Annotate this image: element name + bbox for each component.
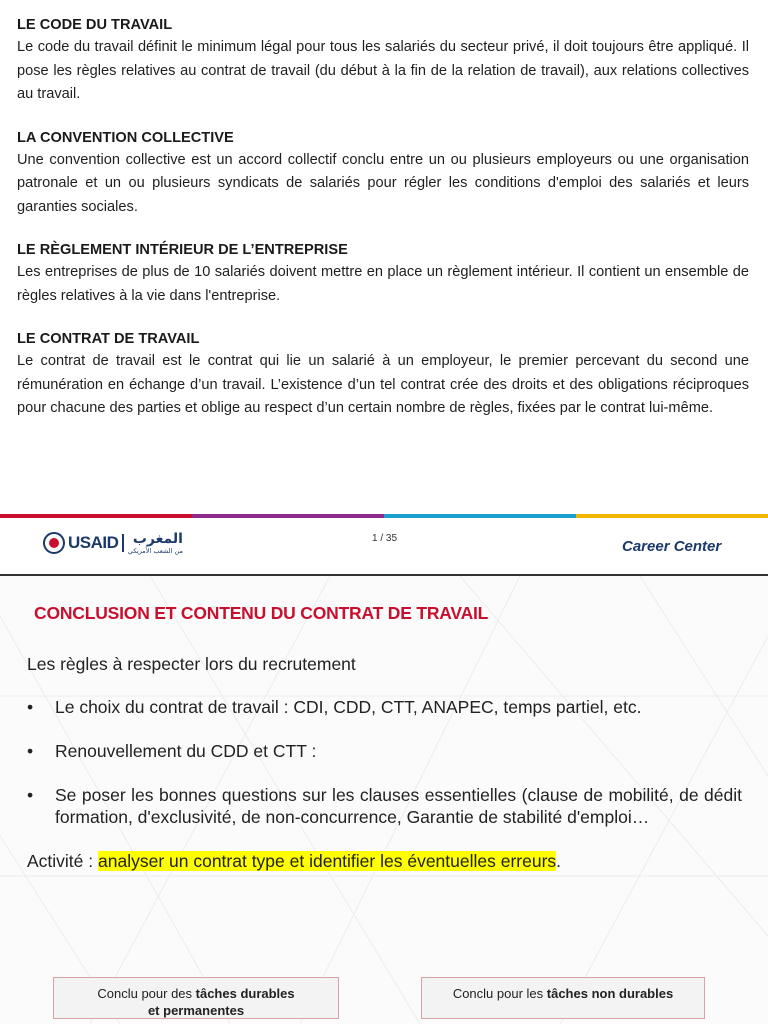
slide-2-title: CONCLUSION ET CONTENU DU CONTRAT DE TRAVAIL: [34, 603, 489, 623]
section-title: LA CONVENTION COLLECTIVE: [17, 129, 234, 146]
activity-highlight: analyser un contrat type et identifier les éventuelles erreurs: [98, 851, 557, 871]
usaid-seal-icon: [43, 532, 65, 554]
box-durable-tasks: [53, 977, 339, 1019]
section-text: Une convention collective est un accord collectif conclu entre un ou plusieurs employeurs ou une organisation patronale et un ou plusieurs syndicats de salariés pour régler les conditions d'emploi des salariés et leurs garanties sociales.: [17, 151, 749, 215]
intro-text: Les règles à respecter lors du recrutement: [27, 654, 356, 674]
bullet-item: • Se poser les bonnes questions sur les clauses essentielles (clause de mobilité, de dédit formation, d'exclusivité, de non-concurrence, Garantie de stabilité d'emploi…: [27, 784, 742, 828]
slide-2: [0, 576, 768, 1024]
usaid-wordmark: USAID: [68, 533, 119, 553]
section-text: Le contrat de travail est le contrat qui lie un salarié à un employeur, le premier percevant du second une rémunération en échange d’un travail. L’existence d’un tel contrat crée des droits et des obligations réciproques pour chacune des parties et oblige au respect d’un certain nombre de règles, fixées par le contrat lui-même.: [17, 353, 749, 416]
usaid-logo: [43, 532, 183, 555]
section-convention-collective: [17, 128, 749, 220]
stripe-red: [0, 514, 192, 518]
section-reglement-interieur: [17, 240, 749, 308]
box-middle: les: [526, 986, 547, 1001]
box-prefix: Conclu pour: [452, 986, 527, 1001]
section-code-du-travail: [17, 15, 749, 107]
arabic-logo: [128, 532, 183, 555]
stripe-yellow: [576, 514, 768, 518]
color-stripe: [0, 514, 768, 518]
section-title: LE CONTRAT DE TRAVAIL: [17, 331, 200, 347]
arabic-wordmark: المغرب: [132, 531, 183, 547]
activity-label: Activité :: [27, 851, 98, 871]
section-contrat-de-travail: [17, 329, 749, 421]
box-line2: et permanentes: [147, 1003, 245, 1018]
box-bold: tâches durables: [195, 986, 295, 1001]
logo-separator: [122, 534, 124, 552]
page-number: 1 / 35: [372, 533, 398, 544]
bullet-item: • Le choix du contrat de travail : CDI, CDD, CTT, ANAPEC, temps partiel, etc.: [27, 696, 742, 718]
section-text: Le code du travail définit le minimum légal pour tous les salariés du secteur privé, il doit toujours être appliqué. Il pose les règles relatives au contrat de travail (du début à la fin de la relation de travail), aux relations collectives au travail.: [17, 39, 749, 102]
section-text: Les entreprises de plus de 10 salariés doivent mettre en place un règlement intérieur. Il contient un ensemble de règles relatives à la vie dans l'entreprise.: [17, 264, 749, 304]
box-prefix: Conclu pour des: [97, 986, 196, 1001]
slide-2-body: [27, 653, 742, 872]
box-non-durable-tasks: [421, 977, 705, 1019]
section-title: LE CODE DU TRAVAIL: [17, 17, 173, 33]
career-center-brand: Career Center: [622, 538, 722, 555]
activity-end: .: [556, 851, 562, 871]
box-bold: tâches non durables: [546, 986, 674, 1001]
stripe-purple: [192, 514, 384, 518]
bullet-item: • Renouvellement du CDD et CTT :: [27, 740, 742, 762]
stripe-blue: [384, 514, 576, 518]
arabic-subtitle: من الشعب الأمريكي: [127, 547, 183, 555]
activity-line: [27, 850, 742, 872]
section-title: LE RÈGLEMENT INTÉRIEUR DE L’ENTREPRISE: [17, 242, 348, 258]
slide-1-content: [17, 15, 749, 442]
